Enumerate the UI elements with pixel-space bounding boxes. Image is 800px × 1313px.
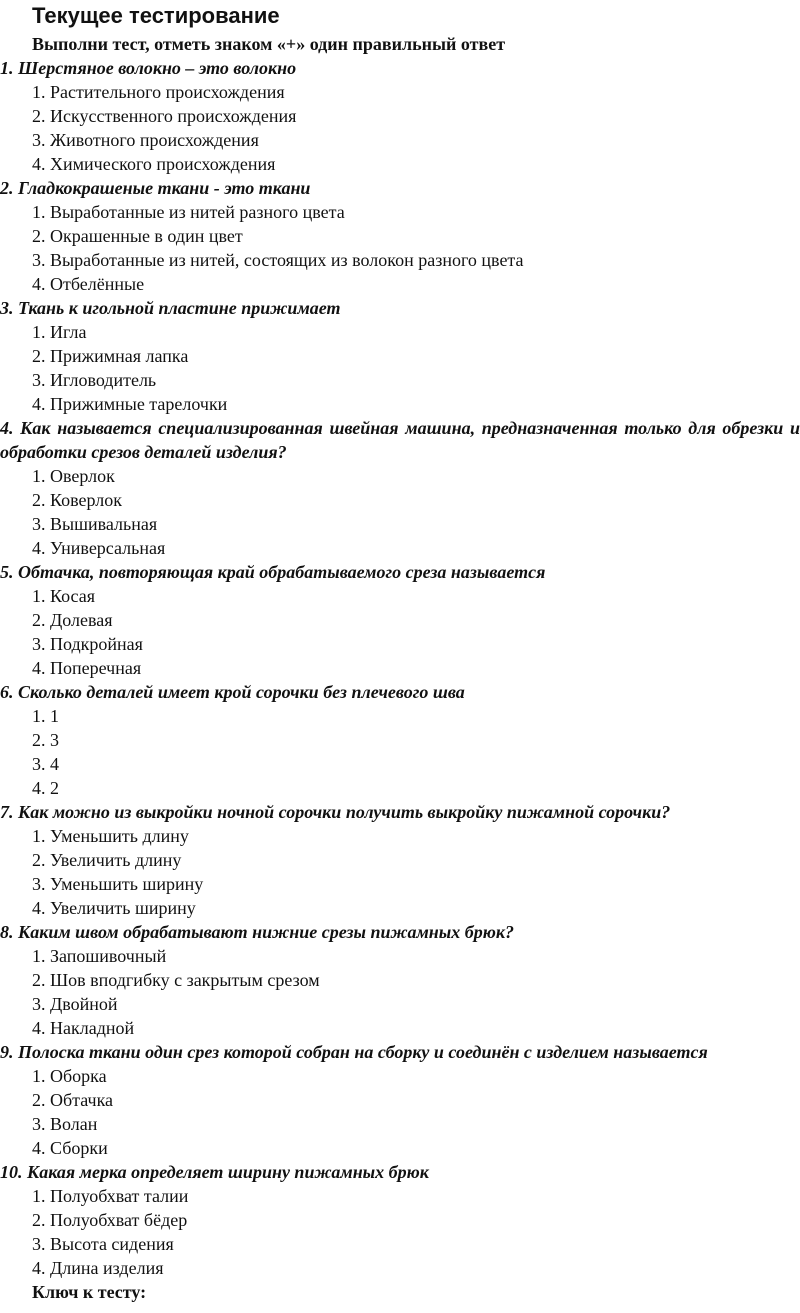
answer-option: 2. Увеличить длину [32,850,182,870]
answer-option: 3. Игловодитель [32,370,157,390]
answer-option: 2. Прижимная лапка [32,346,189,366]
page-title: Текущее тестирование [32,3,280,28]
answer-option: 2. Окрашенные в один цвет [32,226,243,246]
answer-option: 1. 1 [32,706,59,726]
option-list [0,80,800,176]
answer-option: 3. Высота сидения [32,1234,174,1254]
answer-option: 4. Отбелённые [32,274,145,294]
question-block-9 [0,1040,800,1160]
option-list [0,944,800,1040]
question-text: 1. Шерстяное волокно – это волокно [0,58,297,78]
option-list [0,464,800,560]
answer-option: 2. Шов вподгибку с закрытым срезом [32,970,320,990]
answer-option: 3. Животного происхождения [32,130,259,150]
answer-option: 4. Длина изделия [32,1258,164,1278]
option-list [0,824,800,920]
instruction-text: Выполни тест, отметь знаком «+» один правильный ответ [32,34,506,54]
question-block-6 [0,680,800,800]
option-list [0,584,800,680]
question-text: 10. Какая мерка определяет ширину пижамных брюк [0,1162,429,1182]
answer-option: 3. 4 [32,754,59,774]
answer-option: 1. Выработанные из нитей разного цвета [32,202,345,222]
answer-key-heading: Ключ к тесту: [32,1282,147,1302]
answer-option: 4. Прижимные тарелочки [32,394,228,414]
question-block-2 [0,176,800,296]
question-text: 6. Сколько деталей имеет крой сорочки без плечевого шва [0,682,465,702]
answer-option: 2. Обтачка [32,1090,114,1110]
answer-option: 1. Оверлок [32,466,115,486]
question-text: 5. Обтачка, повторяющая край обрабатываемого среза называется [0,562,546,582]
answer-option: 3. Волан [32,1114,98,1134]
option-list [0,704,800,800]
option-list [0,320,800,416]
question-block-10 [0,1160,800,1280]
answer-option: 1. Полуобхват талии [32,1186,189,1206]
answer-option: 1. Уменьшить длину [32,826,189,846]
answer-option: 3. Двойной [32,994,118,1014]
question-block-8 [0,920,800,1040]
option-list [0,1064,800,1160]
answer-option: 4. Универсальная [32,538,166,558]
question-text: 7. Как можно из выкройки ночной сорочки получить выкройку пижамной сорочки? [0,802,671,822]
answer-option: 1. Игла [32,322,87,342]
answer-option: 3. Вышивальная [32,514,158,534]
question-text: 3. Ткань к игольной пластине прижимает [0,298,341,318]
question-text: 9. Полоска ткани один срез которой собран на сборку и соединён с изделием называется [0,1042,708,1062]
answer-option: 4. Химического происхождения [32,154,276,174]
question-block-1 [0,56,800,176]
answer-option: 1. Запошивочный [32,946,167,966]
answer-option: 2. 3 [32,730,59,750]
question-block-4 [0,416,800,560]
answer-option: 4. Увеличить ширину [32,898,196,918]
answer-option: 4. 2 [32,778,59,798]
question-block-7 [0,800,800,920]
answer-option: 2. Полуобхват бёдер [32,1210,188,1230]
answer-option: 4. Поперечная [32,658,142,678]
answer-option: 3. Подкройная [32,634,143,654]
answer-option: 1. Косая [32,586,96,606]
question-block-3 [0,296,800,416]
answer-option: 2. Коверлок [32,490,122,510]
option-list [0,200,800,296]
answer-option: 1. Оборка [32,1066,107,1086]
question-text: 2. Гладкокрашеные ткани - это ткани [0,178,311,198]
answer-option: 4. Сборки [32,1138,108,1158]
option-list [0,1184,800,1280]
question-block-5 [0,560,800,680]
question-list [0,56,800,1280]
question-text: 4. Как называется специализированная швейная машина, предназначенная только для обрезки и обработки срезов деталей изделия? [0,418,800,462]
answer-option: 2. Долевая [32,610,113,630]
question-text: 8. Каким швом обрабатывают нижние срезы пижамных брюк? [0,922,515,942]
answer-option: 1. Растительного происхождения [32,82,285,102]
answer-option: 3. Уменьшить ширину [32,874,204,894]
answer-option: 2. Искусственного происхождения [32,106,297,126]
answer-option: 4. Накладной [32,1018,135,1038]
answer-option: 3. Выработанные из нитей, состоящих из волокон разного цвета [32,250,524,270]
